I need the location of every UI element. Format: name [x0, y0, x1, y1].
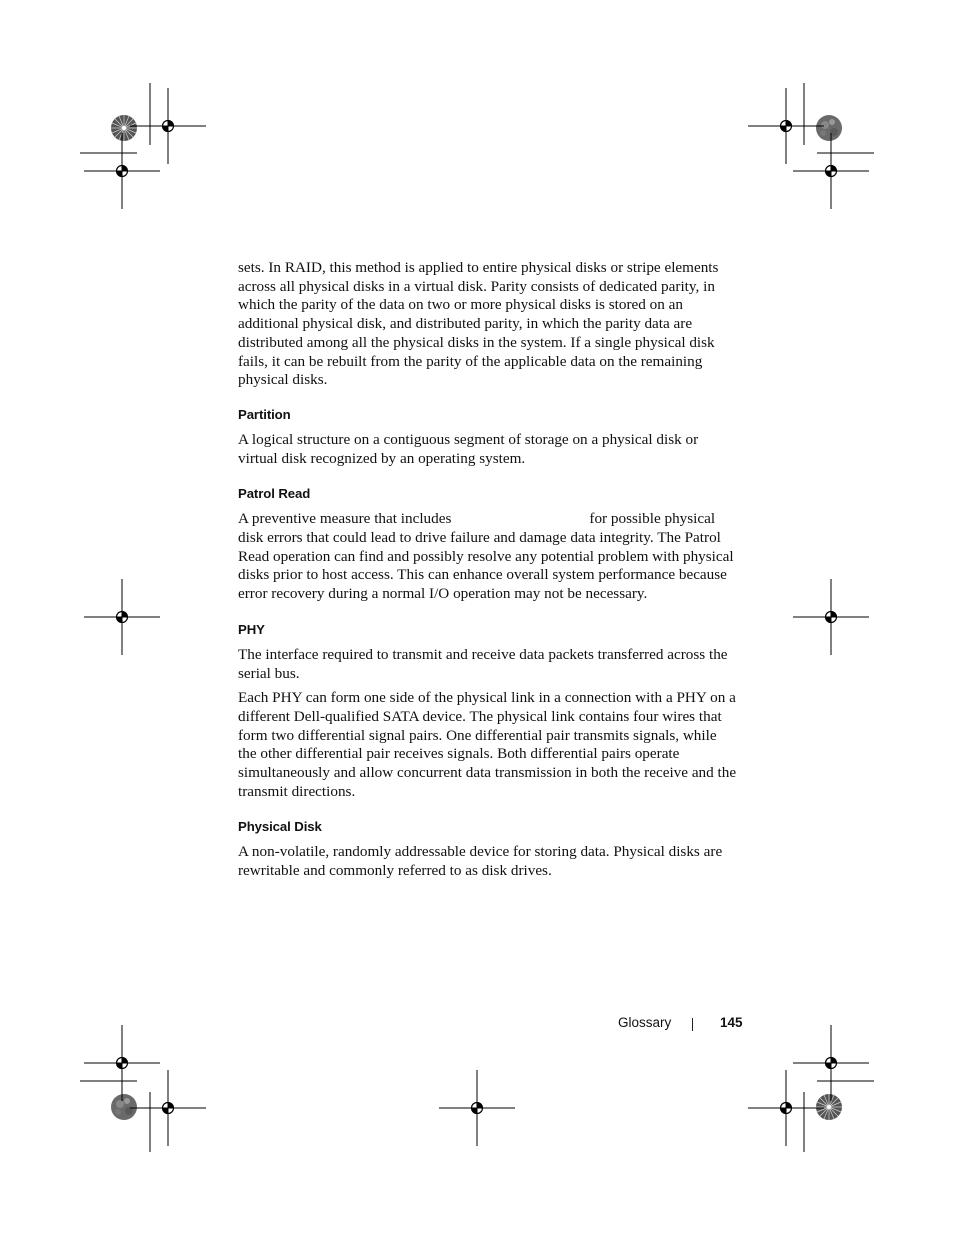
phy-paragraph-1: The interface required to transmit and receive data packets transferred across the serial bus. [238, 645, 728, 682]
heading-phy: PHY [238, 621, 265, 637]
page-number: 145 [720, 1015, 743, 1030]
heading-patrol-read: Patrol Read [238, 486, 311, 502]
patrol-read-text-a: A preventive measure that includes [238, 510, 452, 528]
phy-paragraph-2: Each PHY can form one side of the physical link in a connection with a PHY on a different Dell-qualified SATA device. The physical link contains four wires that form two differential signal pairs. One differential pair transmits signals, while the other differential pair receives signals. Both differential pairs operate simultaneously and allow concurrent data transmission in both the receive and the transmit directions. [238, 689, 737, 800]
physical-disk-paragraph: A non-volatile, randomly addressable device for storing data. Physical disks are rewritable and commonly referred to as disk drives. [238, 843, 723, 880]
intro-paragraph: sets. In RAID, this method is applied to entire physical disks or stripe elements across all physical disks in a virtual disk. Parity consists of dedicated parity, in which the parity of the data on two or more physical disks is stored on an additional physical disk, and distributed parity, in which the parity data are distributed among all the physical disks in the system. If a single physical disk fails, it can be rebuilt from the parity of the applicable data on the remaining physical disks. [238, 259, 719, 389]
patrol-read-text-b: for possible physical disk errors that could lead to drive failure and damage data integrity. The [238, 510, 716, 547]
footer-divider [692, 1018, 693, 1031]
main-content [238, 259, 738, 881]
heading-partition: Partition [238, 406, 291, 422]
patrol-read-text-c: operation can find and possibly resolve any potential problem with physical disks prior to host access. This can enhance overall system performance because error recovery during a normal I/O operation may not be necessary. [238, 547, 734, 603]
heading-physical-disk: Physical Disk [238, 819, 322, 835]
patrol-read-term: Patrol Read [238, 529, 721, 565]
footer-section-title: Glossary [618, 1015, 672, 1030]
partition-paragraph: A logical structure on a contiguous segment of storage on a physical disk or virtual disk recognized by an operating system. [238, 430, 699, 467]
patrol-read-paragraph [238, 510, 738, 604]
